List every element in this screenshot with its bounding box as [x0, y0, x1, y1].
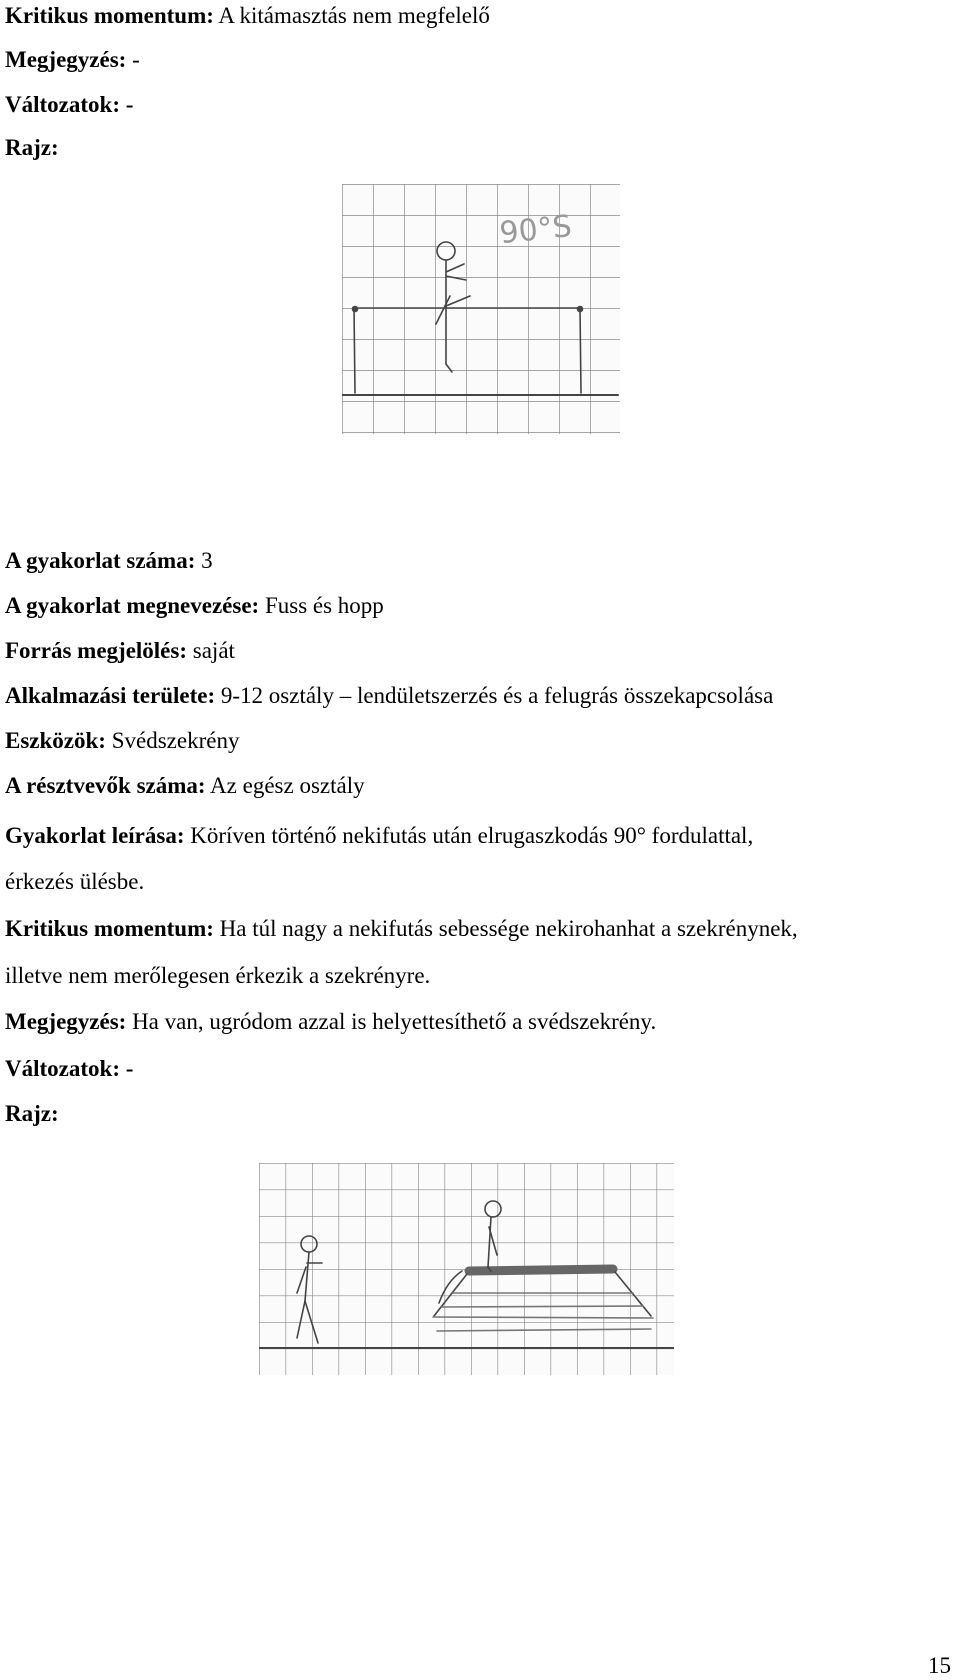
note-line-2 — [5, 1008, 656, 1036]
exercise-number-label: A gyakorlat száma: — [5, 548, 196, 573]
drawing-label: Rajz: — [5, 135, 59, 160]
sketch-annotation: 90°S — [497, 208, 574, 252]
equipment-value: Svédszekrény — [105, 728, 240, 753]
participants-line — [5, 772, 365, 800]
drawing-label-2: Rajz: — [5, 1101, 59, 1126]
exercise-name-value: Fuss és hopp — [259, 593, 384, 618]
source-value: saját — [187, 638, 235, 663]
variants-label: Változatok: - — [5, 92, 134, 117]
participants-value: Az egész osztály — [205, 773, 365, 798]
application-area-value: 9-12 osztály – lendületszerzés és a felugrás összekapcsolása — [215, 683, 774, 708]
exercise-number-value: 3 — [195, 548, 213, 573]
exercise-sketch-1 — [342, 184, 620, 434]
critical-moment-label: Kritikus momentum: — [5, 3, 214, 28]
description-value: Köríven történő nekifutás után elrugaszkodás 90° fordulattal, — [184, 823, 754, 848]
source-line — [5, 637, 235, 665]
critical-moment-value-2: Ha túl nagy a nekifutás sebessége nekirohanhat a szekrénynek, — [213, 916, 798, 941]
equipment-label: Eszközök: — [5, 728, 106, 753]
exercise-sketch-2 — [259, 1163, 674, 1375]
note-label-2: Megjegyzés: — [5, 1009, 127, 1034]
participants-label: A résztvevők száma: — [5, 773, 206, 798]
application-area-label: Alkalmazási területe: — [5, 683, 216, 708]
source-label: Forrás megjelölés: — [5, 638, 188, 663]
critical-moment-value: A kitámasztás nem megfelelő — [213, 3, 490, 28]
critical-moment-line-2 — [5, 915, 798, 943]
critical-moment-label-2: Kritikus momentum: — [5, 916, 214, 941]
description-line — [5, 822, 753, 850]
equipment-line — [5, 727, 239, 755]
exercise-name-label: A gyakorlat megnevezése: — [5, 593, 260, 618]
critical-moment-line — [5, 2, 490, 30]
variants-label-2: Változatok: - — [5, 1056, 134, 1081]
critical-moment-continuation: illetve nem merőlegesen érkezik a szekrényre. — [5, 963, 431, 988]
note-value-2: Ha van, ugródom azzal is helyettesíthető a svédszekrény. — [126, 1009, 657, 1034]
note-value: - — [126, 47, 140, 72]
exercise-number-line — [5, 547, 213, 575]
note-line — [5, 46, 140, 74]
description-label: Gyakorlat leírása: — [5, 823, 185, 848]
description-continuation: érkezés ülésbe. — [5, 869, 145, 894]
page-number: 15 — [928, 1653, 951, 1678]
application-area-line — [5, 682, 773, 710]
exercise-name-line — [5, 592, 384, 620]
note-label: Megjegyzés: — [5, 47, 127, 72]
